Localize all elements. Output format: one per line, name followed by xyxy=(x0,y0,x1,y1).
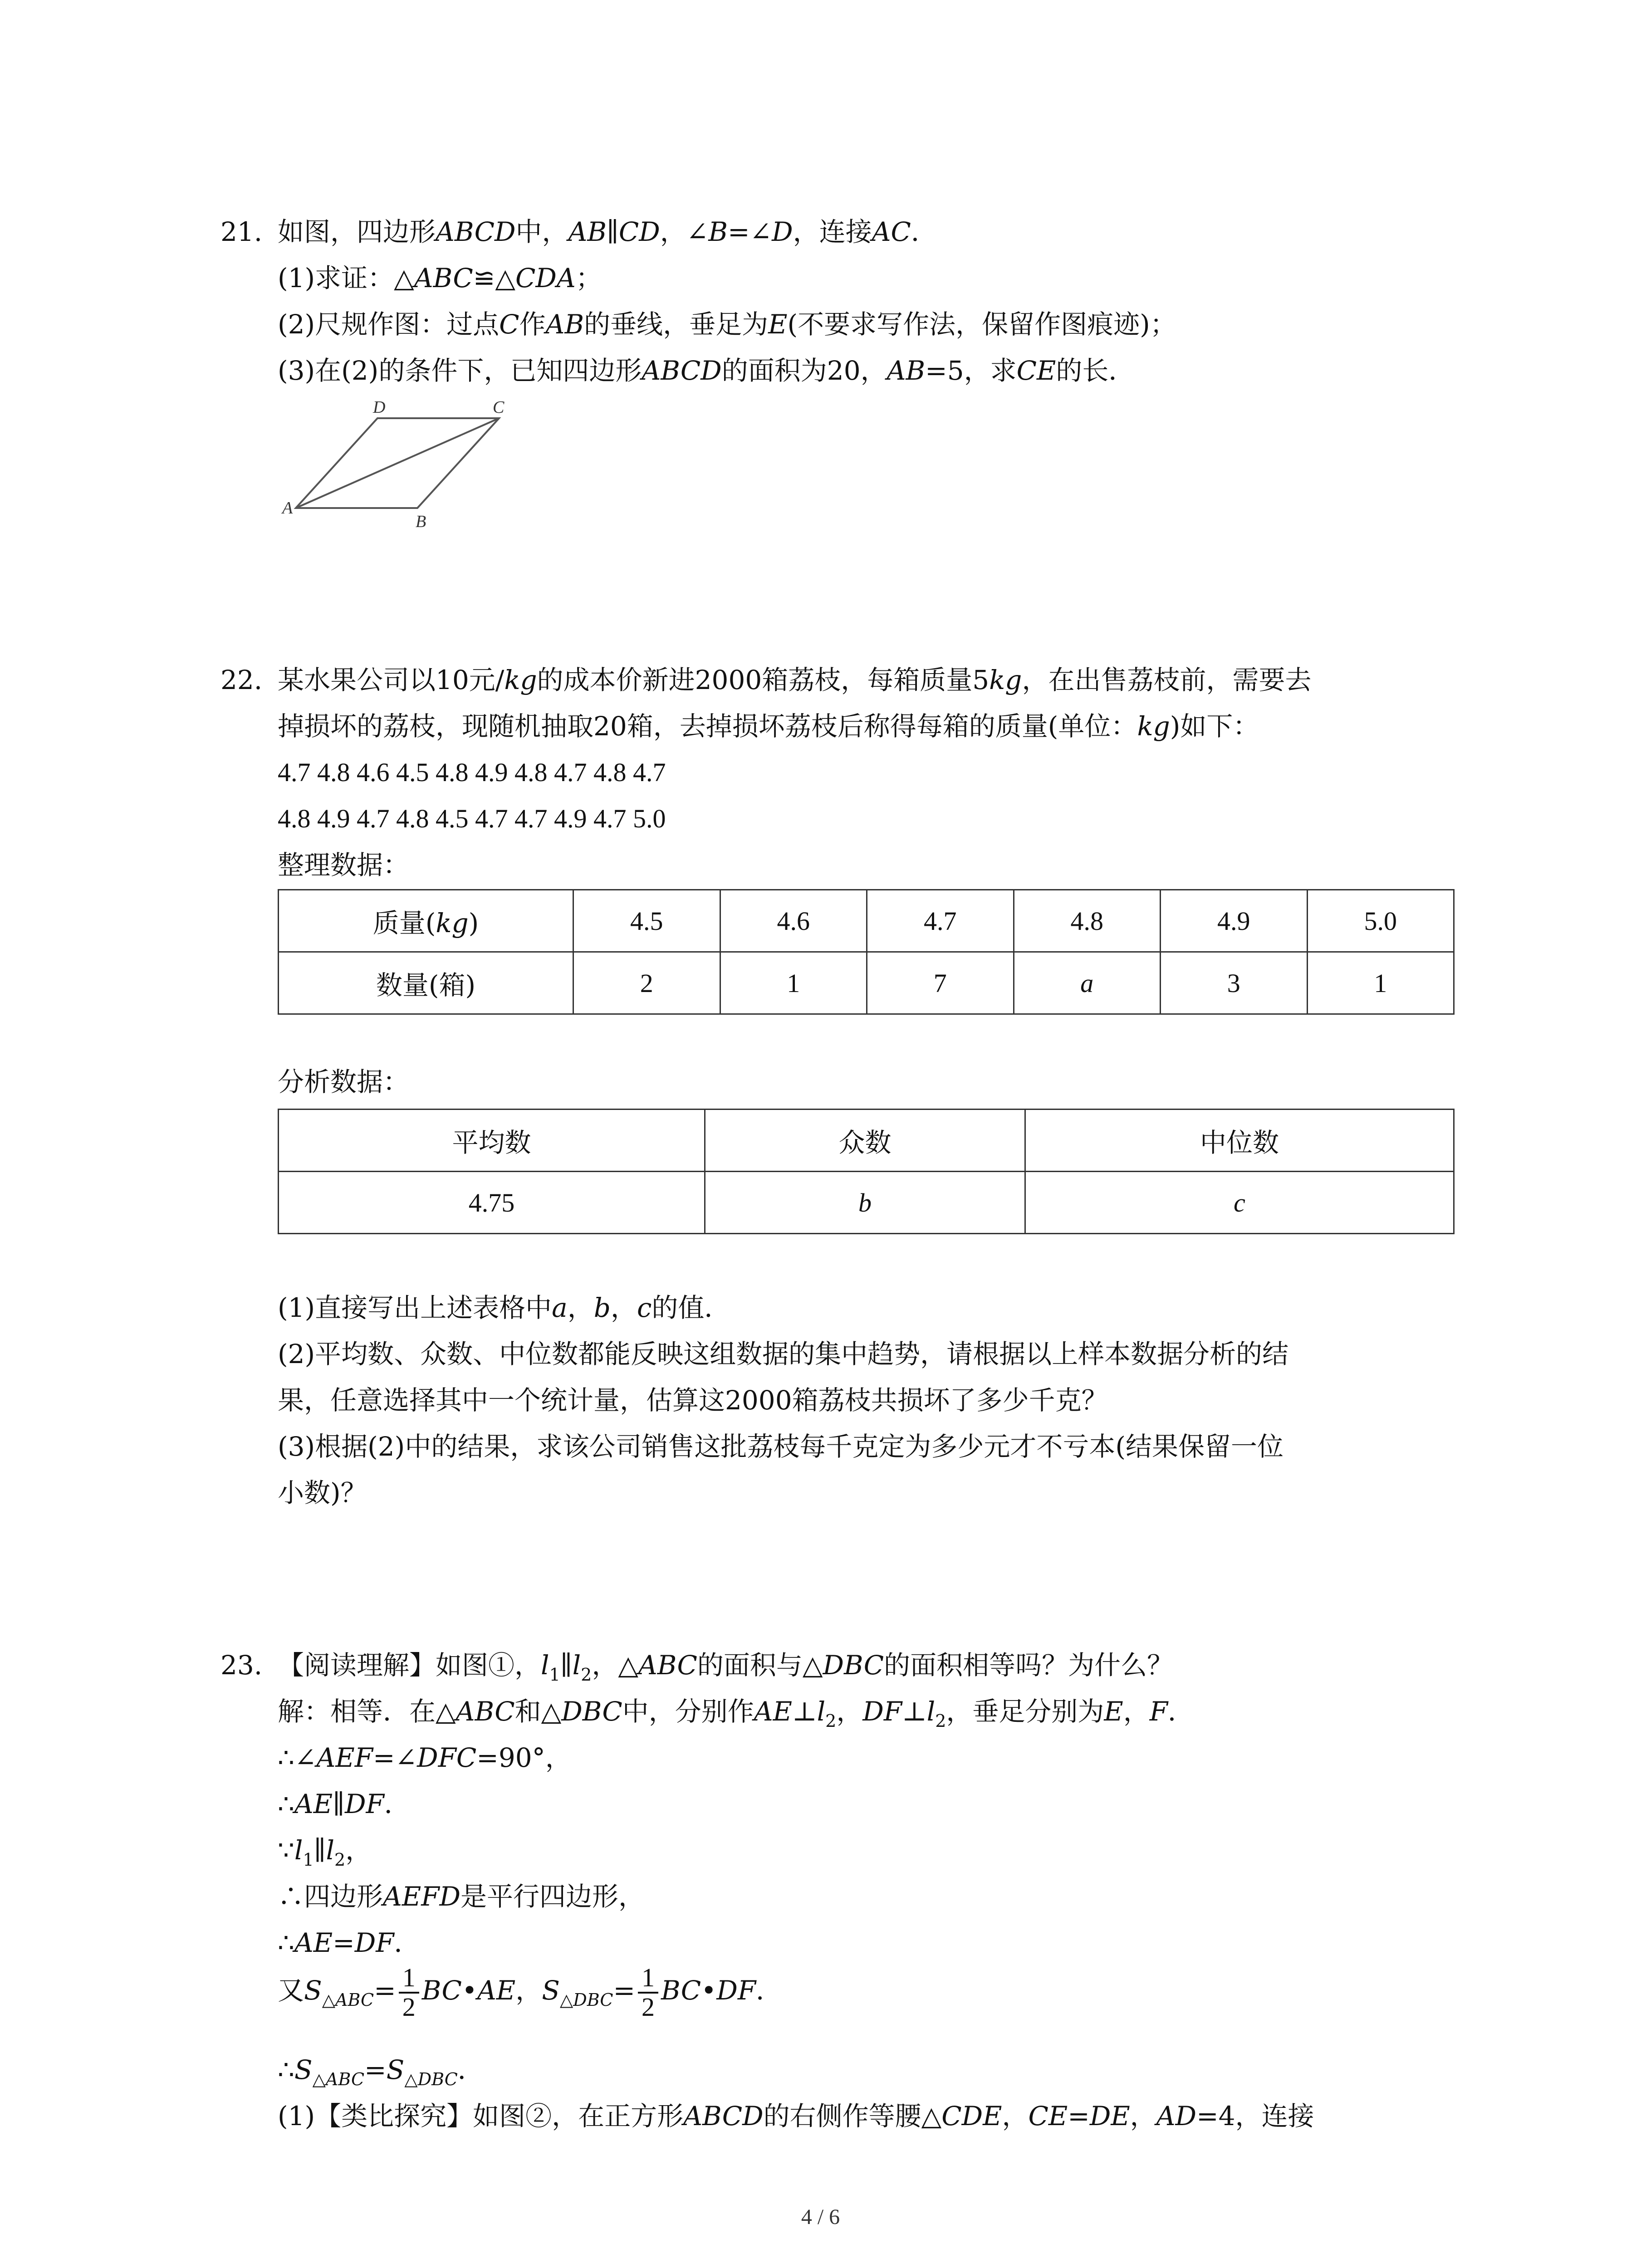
q22-stem-line2: 掉损坏的荔枝，现随机抽取20箱，去掉损坏荔枝后称得每箱的质量(单位：kg)如下： xyxy=(278,711,1259,742)
table-cell: c xyxy=(1025,1172,1454,1234)
q23-line8: 又$S_{\triangle ABC}=$ $\frac{1}{2}$ BC•AE，$S_{\triangle DBC}=$ $\frac{1}{2}$ BC•DF． xyxy=(278,1963,783,2022)
table-cell: b xyxy=(705,1172,1025,1234)
q21-number: 21. xyxy=(220,216,263,247)
q23-line2: 解：相等．在△ABC和△DBC中，分别作$AE\perp l_2$，$DF\perp l_2$，垂足分别为E，F． xyxy=(278,1696,1195,1731)
q23-line5: $\because l_1\parallel l_2$， xyxy=(278,1835,372,1870)
q21-part3: (3)在(2)的条件下，已知四边形ABCD的面积为20，AB=5，求CE的长． xyxy=(278,355,1135,386)
table-cell: 5.0 xyxy=(1307,890,1454,952)
q22-number: 22. xyxy=(220,665,263,695)
fraction-one-half: $\frac{1}{2}$ xyxy=(638,1964,658,2021)
q22-part2-line2: 果，任意选择其中一个统计量，估算这2000箱荔枝共损坏了多少千克？ xyxy=(278,1385,1108,1416)
table-cell: 4.5 xyxy=(573,890,720,952)
q23-number: 23. xyxy=(220,1650,263,1681)
table-row xyxy=(279,952,1454,1014)
q23-line1: 【阅读理解】如图①，$l_1\parallel l_2$，△ABC的面积与△DBC的面积相等吗？为什么？ xyxy=(278,1650,1174,1685)
q21-stem: 如图，四边形ABCD中，AB∥CD，∠B=∠D，连接AC． xyxy=(278,216,937,247)
table-cell: 质量(kg) xyxy=(279,890,573,952)
table-cell: 3 xyxy=(1161,952,1308,1014)
table-cell: 4.9 xyxy=(1161,890,1308,952)
diagonal-ac xyxy=(296,418,499,508)
q22-statistics-table xyxy=(278,1109,1455,1234)
table-cell: 7 xyxy=(867,952,1014,1014)
q22-part3-line2: 小数)？ xyxy=(278,1477,367,1508)
q22-part1: (1)直接写出上述表格中a，b，c的值． xyxy=(278,1292,731,1323)
table-cell: 2 xyxy=(573,952,720,1014)
table-cell: 4.7 xyxy=(867,890,1014,952)
q21-part1: (1)求证：△ABC≌△CDA； xyxy=(278,263,602,293)
q23-line3: ∴∠AEF=∠DFC=90°， xyxy=(278,1742,572,1773)
table-cell: 平均数 xyxy=(279,1110,705,1172)
q21-figure xyxy=(277,395,513,531)
q23-line4: ∴AE∥DF． xyxy=(278,1789,411,1819)
q22-data-line1: 4.7 4.8 4.6 4.5 4.8 4.9 4.8 4.7 4.8 4.7 xyxy=(278,758,666,787)
q23-line6: ∴四边形AEFD是平行四边形， xyxy=(278,1881,645,1912)
label-d: D xyxy=(373,398,386,417)
table-cell: a xyxy=(1014,952,1161,1014)
table-cell: 中位数 xyxy=(1025,1110,1454,1172)
label-a: A xyxy=(282,499,293,518)
table-cell: 众数 xyxy=(705,1110,1025,1172)
q23-line9: $\therefore S_{\triangle ABC}=S_{\triangle DBC}$． xyxy=(278,2054,484,2089)
q22-organize-label: 整理数据： xyxy=(278,850,410,880)
q22-data-line2: 4.8 4.9 4.7 4.8 4.5 4.7 4.7 4.9 4.7 5.0 xyxy=(278,804,666,833)
table-cell: 1 xyxy=(720,952,867,1014)
table-cell: 1 xyxy=(1307,952,1454,1014)
q22-part3-line1: (3)根据(2)中的结果，求该公司销售这批荔枝每千克定为多少元才不亏本(结果保留一位 xyxy=(278,1431,1283,1462)
table-cell: 4.6 xyxy=(720,890,867,952)
table-row xyxy=(279,1172,1454,1234)
q21-part2: (2)尺规作图：过点C作AB的垂线，垂足为E(不要求写作法，保留作图痕迹)； xyxy=(278,309,1176,340)
q23-line10: (1)【类比探究】如图②，在正方形ABCD的右侧作等腰△CDE，CE=DE，AD=4，连接 xyxy=(278,2101,1314,2131)
table-cell: 数量(箱) xyxy=(279,952,573,1014)
q22-part2-line1: (2)平均数、众数、中位数都能反映这组数据的集中趋势，请根据以上样本数据分析的结 xyxy=(278,1339,1289,1369)
q23-line7: ∴AE=DF． xyxy=(278,1927,421,1958)
table-row xyxy=(279,1110,1454,1172)
q22-analyze-label: 分析数据： xyxy=(278,1066,410,1097)
table-cell: 4.8 xyxy=(1014,890,1161,952)
q22-frequency-table xyxy=(278,889,1455,1015)
table-row xyxy=(279,890,1454,952)
label-b: B xyxy=(416,512,426,531)
label-c: C xyxy=(493,398,505,417)
table-cell: 4.75 xyxy=(279,1172,705,1234)
page-number: 4 / 6 xyxy=(801,2205,840,2229)
q22-stem-line1: 某水果公司以10元/kg的成本价新进2000箱荔枝，每箱质量5kg，在出售荔枝前，需要去 xyxy=(278,665,1312,695)
fraction-one-half: $\frac{1}{2}$ xyxy=(399,1964,419,2021)
